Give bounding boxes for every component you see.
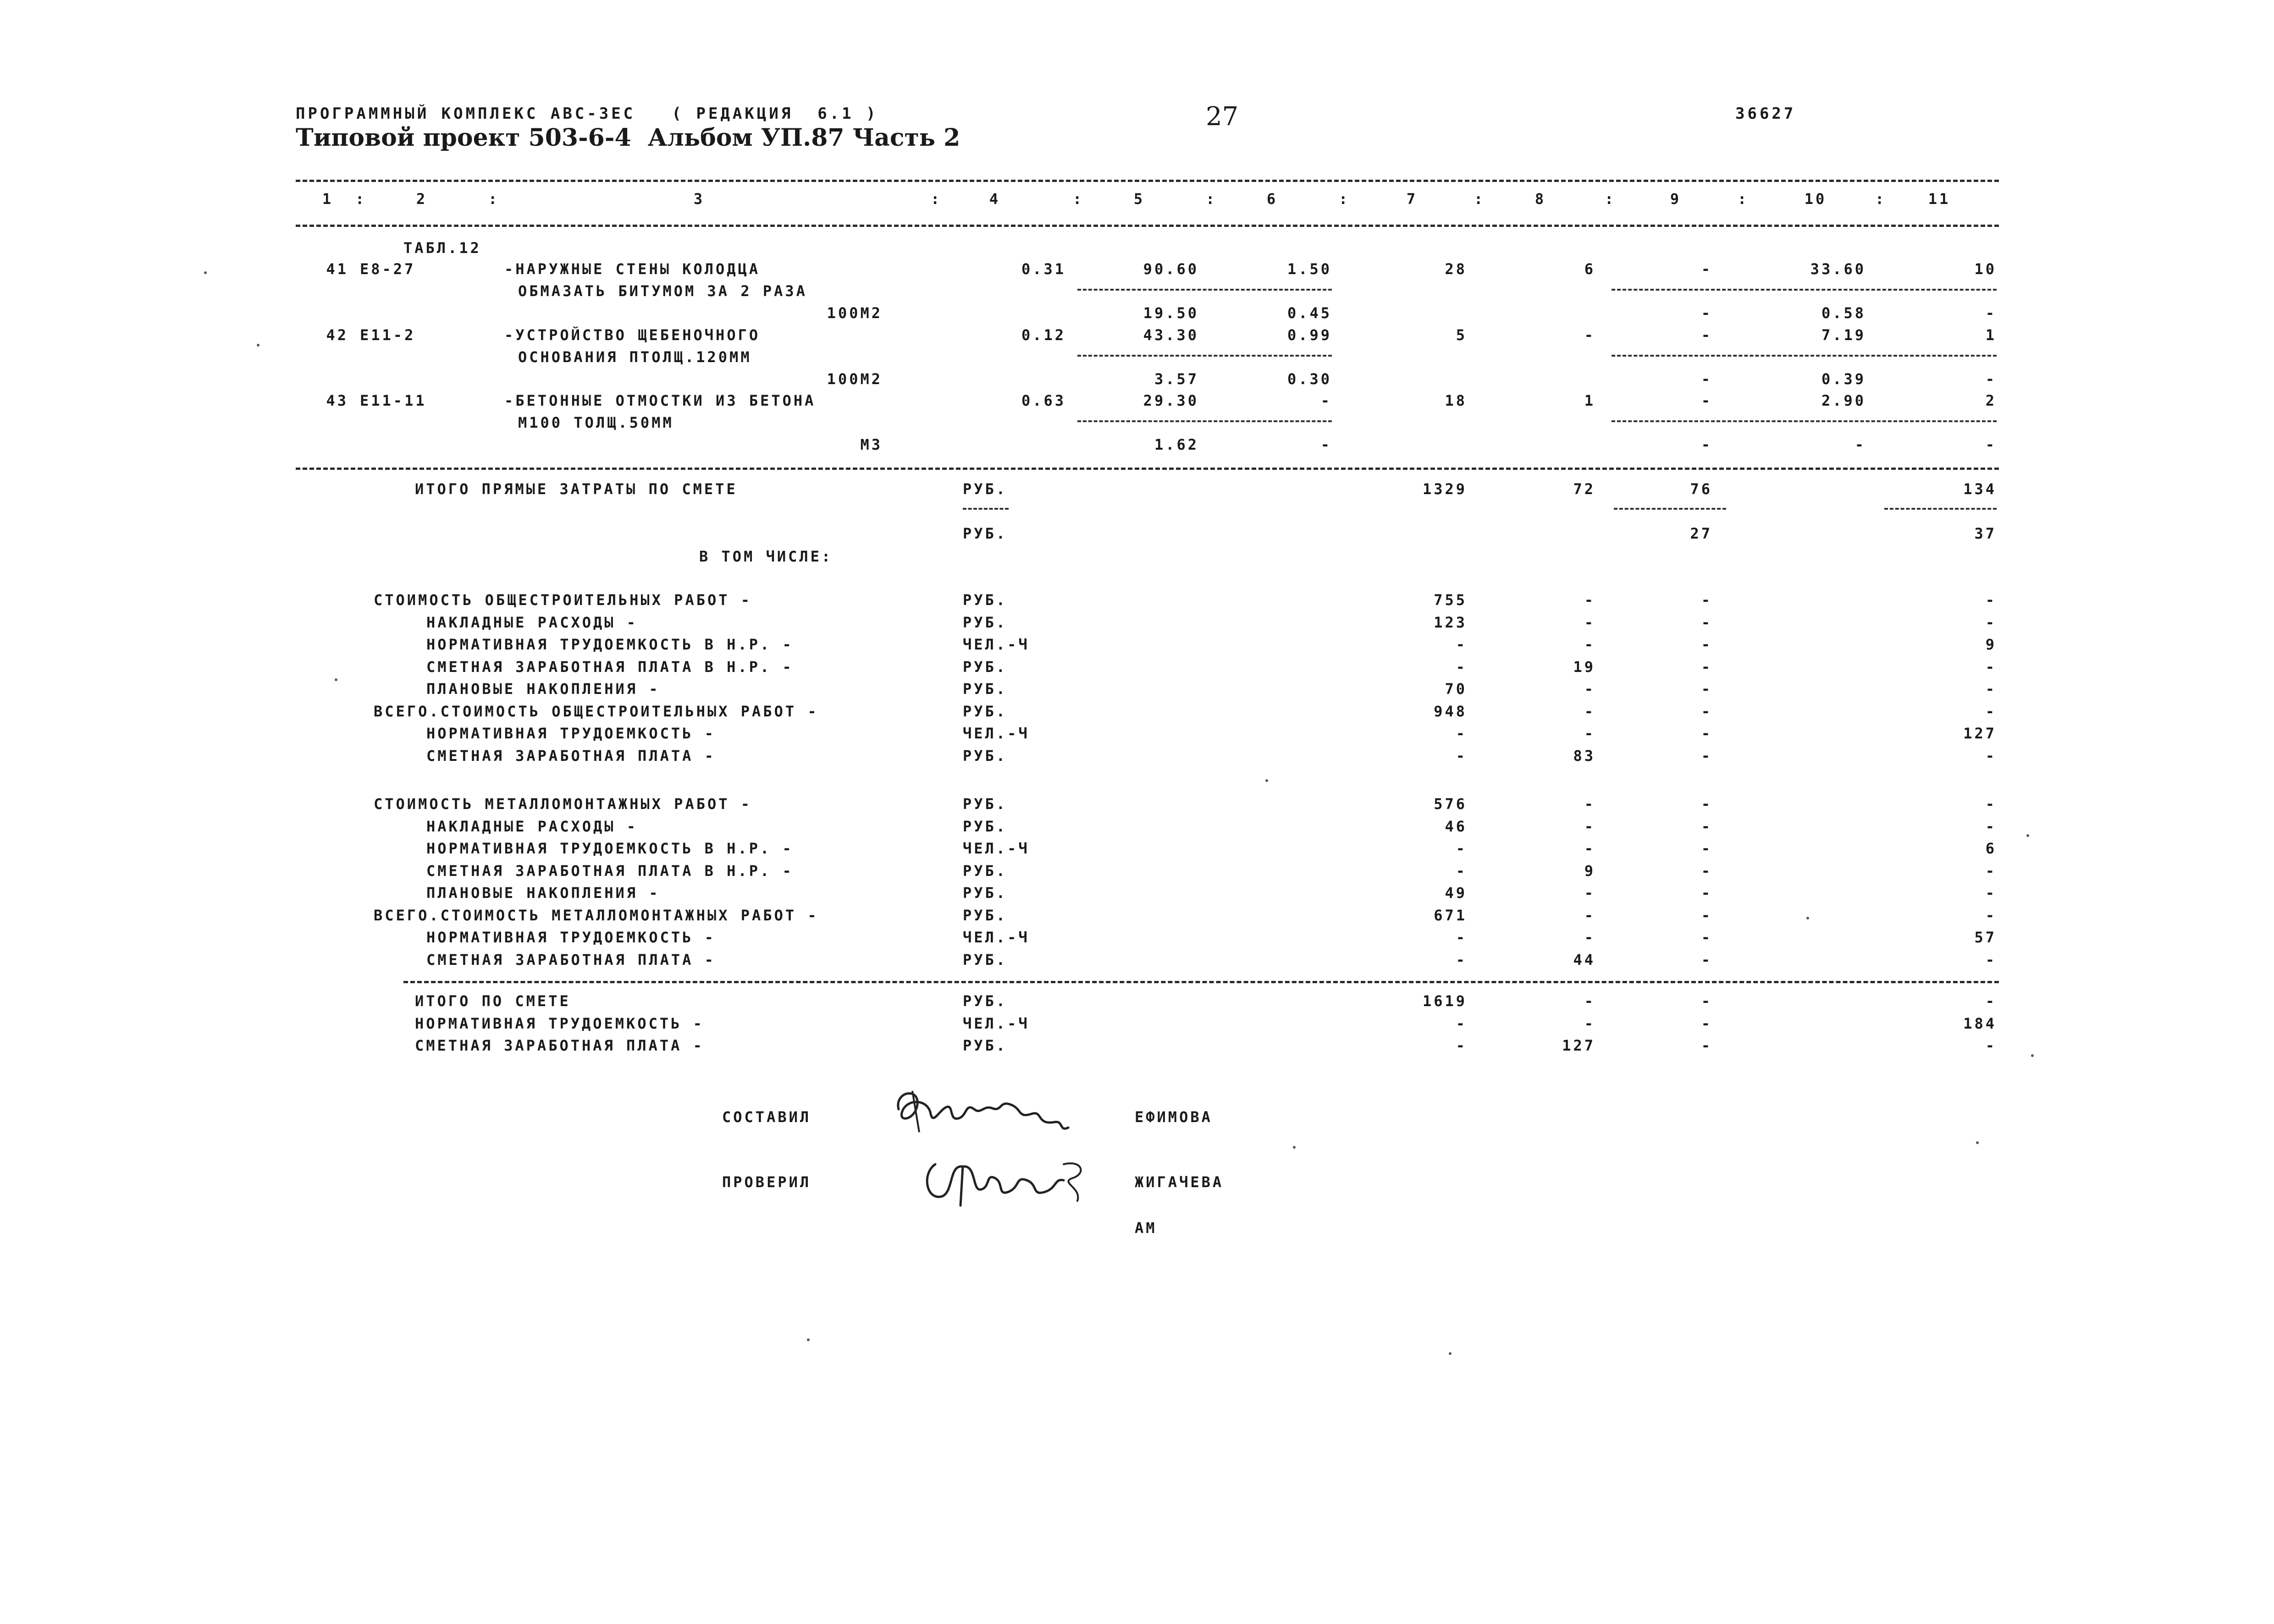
general-works-machines: - (1701, 613, 1712, 631)
total-labor: 127 (1562, 1037, 1595, 1054)
metal-works-machines: - (1701, 951, 1712, 969)
total-labor-total: - (1985, 1037, 1997, 1054)
column-separator: : (1474, 190, 1485, 208)
column-separator: : (1738, 190, 1749, 208)
total-machines: - (1701, 1014, 1712, 1032)
metal-works-label: НАКЛАДНЫЕ РАСХОДЫ - (426, 817, 638, 835)
metal-works-labor: - (1584, 840, 1595, 857)
row-subrule (1077, 420, 1332, 422)
row-unit-labor-sub: 0.30 (1287, 370, 1332, 388)
row-description-cont: ОСНОВАНИЯ ПТОЛЩ.120ММ (518, 348, 752, 366)
metal-works-cost: 671 (1434, 906, 1467, 924)
row-unit: 100М2 (827, 304, 883, 322)
total-machines: - (1701, 992, 1712, 1010)
metal-works-label: НОРМАТИВНАЯ ТРУДОЕМКОСТЬ В Н.Р. - (426, 840, 794, 857)
metal-works-cost: - (1456, 929, 1467, 946)
direct-costs-label: ИТОГО ПРЯМЫЕ ЗАТРАТЫ ПО СМЕТЕ (415, 480, 738, 498)
metal-works-machines: - (1701, 840, 1712, 857)
row-quantity: 0.12 (1021, 326, 1066, 344)
row-labor-total-sub: - (1985, 436, 1997, 453)
metal-works-unit: РУБ. (963, 817, 1008, 835)
direct-costs-subrule (963, 508, 1009, 510)
total-cost: - (1456, 1037, 1467, 1054)
general-works-labor-total: - (1985, 591, 1997, 609)
general-works-label: НОРМАТИВНАЯ ТРУДОЕМКОСТЬ В Н.Р. - (426, 636, 794, 653)
direct-costs-labor: 72 (1573, 480, 1595, 498)
row-labor-norm-sub: 0.58 (1821, 304, 1866, 322)
metal-works-cost: - (1456, 951, 1467, 969)
row-unit-cost: 29.30 (1143, 392, 1199, 409)
general-works-machines: - (1701, 680, 1712, 698)
general-works-labor: - (1584, 636, 1595, 653)
row-total-cost: 5 (1456, 326, 1467, 344)
row-subrule (1612, 289, 1997, 291)
general-works-labor-total: - (1985, 680, 1997, 698)
scan-speck (1976, 1141, 1979, 1144)
scan-speck (807, 1338, 810, 1341)
metal-works-labor-total: - (1985, 906, 1997, 924)
direct-costs-machines: 76 (1690, 480, 1712, 498)
metal-works-label: ПЛАНОВЫЕ НАКОПЛЕНИЯ - (426, 884, 660, 902)
column-separator: : (488, 190, 500, 208)
row-unit-labor-sub: 0.45 (1287, 304, 1332, 322)
general-works-label: СМЕТНАЯ ЗАРАБОТНАЯ ПЛАТА - (426, 747, 716, 765)
general-works-cost: - (1456, 725, 1467, 742)
general-works-cost: 755 (1434, 591, 1467, 609)
compiled-signature-image (885, 1082, 1077, 1146)
direct-costs-rule (296, 468, 1999, 470)
row-unit-cost-sub: 3.57 (1154, 370, 1199, 388)
metal-works-machines: - (1701, 929, 1712, 946)
metal-works-labor: - (1584, 884, 1595, 902)
metal-works-cost: 46 (1445, 817, 1467, 835)
general-works-label: НАКЛАДНЫЕ РАСХОДЫ - (426, 613, 638, 631)
total-label: НОРМАТИВНАЯ ТРУДОЕМКОСТЬ - (415, 1014, 704, 1032)
checked-signature-image (917, 1146, 1100, 1215)
general-works-labor: - (1584, 680, 1595, 698)
column-header-5: 5 (1133, 190, 1145, 208)
column-header-3: 3 (693, 190, 705, 208)
metal-works-unit: РУБ. (963, 906, 1008, 924)
row-labor-norm: 2.90 (1821, 392, 1866, 409)
column-separator: : (1073, 190, 1084, 208)
metal-works-machines: - (1701, 906, 1712, 924)
general-works-labor-total: - (1985, 702, 1997, 720)
metal-works-labor: - (1584, 817, 1595, 835)
general-works-labor: 19 (1573, 658, 1595, 676)
general-works-unit: РУБ. (963, 613, 1008, 631)
metal-works-label: СМЕТНАЯ ЗАРАБОТНАЯ ПЛАТА В Н.Р. - (426, 862, 794, 880)
row-code: Е11-11 (360, 392, 427, 409)
direct-costs-unit-2: РУБ. (963, 525, 1008, 542)
metal-works-label: ВСЕГО.СТОИМОСТЬ МЕТАЛЛОМОНТАЖНЫХ РАБОТ - (374, 906, 819, 924)
table-header-rule (296, 225, 1999, 227)
row-unit-labor: 0.99 (1287, 326, 1332, 344)
scan-speck (1265, 779, 1268, 782)
metal-works-cost: - (1456, 862, 1467, 880)
general-works-labor: - (1584, 725, 1595, 742)
metal-works-labor-total: 57 (1974, 929, 1997, 946)
row-description: -НАРУЖНЫЕ СТЕНЫ КОЛОДЦА (504, 260, 761, 278)
general-works-labor-total: - (1985, 658, 1997, 676)
scan-speck (1449, 1352, 1452, 1355)
column-separator: : (355, 190, 367, 208)
including-label: В ТОМ ЧИСЛЕ: (699, 548, 833, 565)
row-labor-norm: 7.19 (1821, 326, 1866, 344)
general-works-label: ВСЕГО.СТОИМОСТЬ ОБЩЕСТРОИТЕЛЬНЫХ РАБОТ - (374, 702, 819, 720)
row-labor-total-sub: - (1985, 304, 1997, 322)
general-works-label: НОРМАТИВНАЯ ТРУДОЕМКОСТЬ - (426, 725, 716, 742)
metal-works-labor-total: - (1985, 817, 1997, 835)
row-code: Е8-27 (360, 260, 416, 278)
row-unit-labor-sub: - (1320, 436, 1332, 453)
metal-works-cost: 49 (1445, 884, 1467, 902)
row-labor-norm-sub: - (1855, 436, 1866, 453)
general-works-unit: ЧЕЛ.-Ч (963, 636, 1030, 653)
column-separator: : (1339, 190, 1350, 208)
row-unit: 100М2 (827, 370, 883, 388)
metal-works-labor: - (1584, 929, 1595, 946)
total-unit: РУБ. (963, 992, 1008, 1010)
row-total-labor: 1 (1584, 392, 1595, 409)
row-subrule (1077, 355, 1332, 357)
direct-costs-machines-sub: 27 (1690, 525, 1712, 542)
general-works-machines: - (1701, 747, 1712, 765)
scan-speck (204, 271, 207, 274)
direct-costs-unit: РУБ. (963, 480, 1008, 498)
general-works-labor: - (1584, 702, 1595, 720)
column-header-9: 9 (1670, 190, 1682, 208)
general-works-labor: - (1584, 591, 1595, 609)
general-works-unit: РУБ. (963, 680, 1008, 698)
column-header-8: 8 (1534, 190, 1546, 208)
total-label: ИТОГО ПО СМЕТЕ (415, 992, 571, 1010)
general-works-cost: - (1456, 636, 1467, 653)
metal-works-machines: - (1701, 884, 1712, 902)
general-works-cost: - (1456, 747, 1467, 765)
table-top-rule (296, 180, 1999, 182)
row-quantity: 0.31 (1021, 260, 1066, 278)
general-works-labor: 83 (1573, 747, 1595, 765)
row-labor-total: 1 (1985, 326, 1997, 344)
column-header-2: 2 (416, 190, 428, 208)
row-unit-cost-sub: 1.62 (1154, 436, 1199, 453)
general-works-label: ПЛАНОВЫЕ НАКОПЛЕНИЯ - (426, 680, 660, 698)
row-machines: - (1701, 260, 1712, 278)
metal-works-machines: - (1701, 862, 1712, 880)
general-works-labor-total: 9 (1985, 636, 1997, 653)
general-works-machines: - (1701, 725, 1712, 742)
row-machines-sub: - (1701, 370, 1712, 388)
typical-project-title: Типовой проект 503-6-4 Альбом УП.87 Часть 2 (296, 124, 960, 152)
row-description: -БЕТОННЫЕ ОТМОСТКИ ИЗ БЕТОНА (504, 392, 816, 409)
row-labor-norm-sub: 0.39 (1821, 370, 1866, 388)
row-subrule (1077, 289, 1332, 291)
row-number: 42 (326, 326, 348, 344)
metal-works-labor-total: - (1985, 951, 1997, 969)
metal-works-unit: РУБ. (963, 951, 1008, 969)
row-unit: М3 (860, 436, 883, 453)
row-number: 41 (326, 260, 348, 278)
row-total-cost: 18 (1445, 392, 1467, 409)
row-description: -УСТРОЙСТВО ЩЕБЕНОЧНОГО (504, 326, 761, 344)
document-number: 36627 (1735, 105, 1796, 123)
total-cost: 1619 (1422, 992, 1467, 1010)
metal-works-label: СТОИМОСТЬ МЕТАЛЛОМОНТАЖНЫХ РАБОТ - (374, 795, 752, 813)
scan-speck (335, 678, 337, 681)
general-works-cost: 70 (1445, 680, 1467, 698)
totals-rule (403, 981, 1999, 983)
row-total-cost: 28 (1445, 260, 1467, 278)
metal-works-label: СМЕТНАЯ ЗАРАБОТНАЯ ПЛАТА - (426, 951, 716, 969)
metal-works-unit: РУБ. (963, 862, 1008, 880)
general-works-unit: РУБ. (963, 702, 1008, 720)
row-labor-total-sub: - (1985, 370, 1997, 388)
scan-speck (1806, 917, 1809, 919)
general-works-unit: РУБ. (963, 591, 1008, 609)
metal-works-label: НОРМАТИВНАЯ ТРУДОЕМКОСТЬ - (426, 929, 716, 946)
metal-works-cost: 576 (1434, 795, 1467, 813)
row-labor-norm: 33.60 (1810, 260, 1866, 278)
general-works-labor-total: - (1985, 747, 1997, 765)
column-header-10: 10 (1804, 190, 1827, 208)
column-header-1: 1 (322, 190, 334, 208)
row-machines: - (1701, 392, 1712, 409)
metal-works-unit: РУБ. (963, 884, 1008, 902)
row-labor-total: 2 (1985, 392, 1997, 409)
general-works-cost: 948 (1434, 702, 1467, 720)
column-separator: : (1875, 190, 1887, 208)
row-unit-cost: 43.30 (1143, 326, 1199, 344)
column-header-6: 6 (1266, 190, 1278, 208)
table-label: ТАБЛ.12 (403, 239, 481, 257)
total-unit: ЧЕЛ.-Ч (963, 1014, 1030, 1032)
row-number: 43 (326, 392, 348, 409)
row-machines: - (1701, 326, 1712, 344)
general-works-label: СТОИМОСТЬ ОБЩЕСТРОИТЕЛЬНЫХ РАБОТ - (374, 591, 752, 609)
metal-works-unit: ЧЕЛ.-Ч (963, 840, 1030, 857)
row-total-labor: 6 (1584, 260, 1595, 278)
metal-works-labor-total: - (1985, 862, 1997, 880)
direct-costs-subrule (1614, 508, 1726, 510)
column-header-11: 11 (1928, 190, 1951, 208)
compiled-label: СОСТАВИЛ (722, 1108, 811, 1126)
compiled-name: ЕФИМОВА (1135, 1108, 1213, 1126)
general-works-label: СМЕТНАЯ ЗАРАБОТНАЯ ПЛАТА В Н.Р. - (426, 658, 794, 676)
total-labor-total: 184 (1963, 1014, 1997, 1032)
direct-costs-subrule (1884, 508, 1997, 510)
general-works-unit: РУБ. (963, 747, 1008, 765)
direct-costs-labor-total: 134 (1963, 480, 1997, 498)
scan-speck (257, 344, 259, 347)
column-separator: : (1206, 190, 1217, 208)
row-description-cont: М100 ТОЛЩ.50ММ (518, 414, 674, 431)
checked-extra: АМ (1135, 1219, 1157, 1237)
general-works-machines: - (1701, 702, 1712, 720)
metal-works-machines: - (1701, 795, 1712, 813)
row-unit-labor: 1.50 (1287, 260, 1332, 278)
general-works-unit: РУБ. (963, 658, 1008, 676)
total-labor: - (1584, 992, 1595, 1010)
general-works-machines: - (1701, 658, 1712, 676)
row-subrule (1612, 355, 1997, 357)
row-unit-labor: - (1320, 392, 1332, 409)
row-code: Е11-2 (360, 326, 416, 344)
metal-works-labor-total: - (1985, 795, 1997, 813)
column-separator: : (1605, 190, 1616, 208)
program-header: ПРОГРАММНЫЙ КОМПЛЕКС АВС-ЗЕС ( РЕДАКЦИЯ 6.1 ) (296, 105, 878, 123)
total-labor: - (1584, 1014, 1595, 1032)
general-works-labor-total: - (1985, 613, 1997, 631)
row-description-cont: ОБМАЗАТЬ БИТУМОМ ЗА 2 РАЗА (518, 282, 807, 300)
total-unit: РУБ. (963, 1037, 1008, 1054)
checked-label: ПРОВЕРИЛ (722, 1173, 811, 1191)
row-subrule (1612, 420, 1997, 422)
column-separator: : (931, 190, 942, 208)
general-works-machines: - (1701, 591, 1712, 609)
total-machines: - (1701, 1037, 1712, 1054)
general-works-unit: ЧЕЛ.-Ч (963, 725, 1030, 742)
general-works-labor: - (1584, 613, 1595, 631)
metal-works-labor-total: - (1985, 884, 1997, 902)
metal-works-machines: - (1701, 817, 1712, 835)
direct-costs-total: 1329 (1422, 480, 1467, 498)
row-total-labor: - (1584, 326, 1595, 344)
total-label: СМЕТНАЯ ЗАРАБОТНАЯ ПЛАТА - (415, 1037, 704, 1054)
general-works-labor-total: 127 (1963, 725, 1997, 742)
column-header-7: 7 (1406, 190, 1418, 208)
general-works-cost: - (1456, 658, 1467, 676)
general-works-cost: 123 (1434, 613, 1467, 631)
total-labor-total: - (1985, 992, 1997, 1010)
metal-works-unit: ЧЕЛ.-Ч (963, 929, 1030, 946)
row-labor-total: 10 (1974, 260, 1997, 278)
row-unit-cost-sub: 19.50 (1143, 304, 1199, 322)
scan-speck (2031, 1054, 2034, 1057)
page-number: 27 (1206, 102, 1239, 132)
scan-speck (1293, 1146, 1296, 1149)
scan-speck (2026, 834, 2029, 837)
metal-works-cost: - (1456, 840, 1467, 857)
row-machines-sub: - (1701, 436, 1712, 453)
metal-works-labor: - (1584, 906, 1595, 924)
metal-works-labor: 9 (1584, 862, 1595, 880)
general-works-machines: - (1701, 636, 1712, 653)
row-quantity: 0.63 (1021, 392, 1066, 409)
direct-costs-labor-total-sub: 37 (1974, 525, 1997, 542)
checked-name: ЖИГАЧЕВА (1135, 1173, 1224, 1191)
metal-works-labor: - (1584, 795, 1595, 813)
metal-works-labor-total: 6 (1985, 840, 1997, 857)
total-cost: - (1456, 1014, 1467, 1032)
column-header-4: 4 (989, 190, 1001, 208)
metal-works-labor: 44 (1573, 951, 1595, 969)
row-machines-sub: - (1701, 304, 1712, 322)
row-unit-cost: 90.60 (1143, 260, 1199, 278)
metal-works-unit: РУБ. (963, 795, 1008, 813)
